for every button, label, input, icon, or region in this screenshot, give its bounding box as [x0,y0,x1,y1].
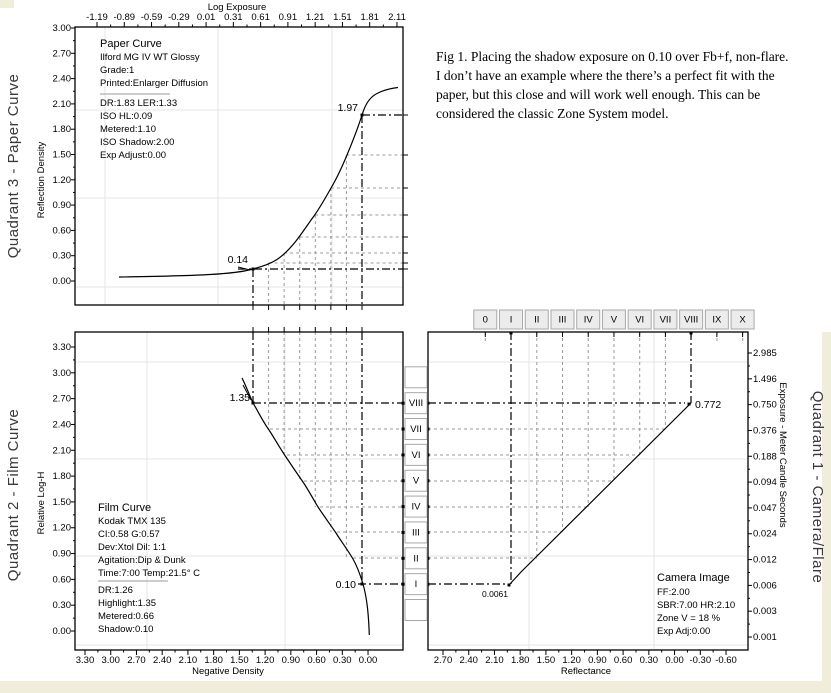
paper-panel-lines2 [100,98,177,161]
film-y-title: Relative Log-H [36,471,47,535]
point-marker [252,268,255,271]
caption-line: I don’t have an example where the there’s a perfect fit with the [436,68,775,83]
paper-panel-title: Paper Curve [100,38,162,50]
point-marker [690,332,693,335]
tick-label: 1.80 [510,655,530,666]
quadrant3-title: Quadrant 3 - Paper Curve [5,73,22,259]
tick-label: 0.90 [588,655,607,666]
zone-label: VIII [684,314,699,326]
tick-label: 0.61 [251,12,270,23]
panel-line: DR:1.26 [98,585,133,596]
tick-label: 0.01 [196,12,216,23]
zone-label: II [534,314,540,326]
zone-label: VI [411,449,421,461]
panel-line: Shadow:0.10 [98,624,154,635]
tick-label: 2.70 [52,48,71,60]
panel-line: Exp Adj:0.00 [657,626,711,637]
paper-y-axis [53,23,76,287]
point-marker [361,583,364,586]
tick-label: 2.11 [388,12,406,23]
point-marker [508,584,511,587]
point-marker [252,402,255,405]
zone-label: 0 [482,314,488,326]
tick-label: 0.60 [307,655,326,666]
tick-label: 2.40 [152,655,172,666]
camera-zone-connectors [428,332,743,584]
point-marker [688,403,691,406]
tick-label: 2.985 [753,348,777,359]
panel-line: FF:2.00 [657,587,690,598]
paper-panel-lines1 [100,52,208,89]
quadrant2-title: Quadrant 2 - Film Curve [5,408,22,582]
tick-label: 1.20 [255,655,275,666]
tick-label: 3.30 [52,342,71,353]
zone-label: III [412,527,420,539]
camera-x-axis [434,650,737,666]
panel-line: ISO Shadow:2.00 [100,137,175,148]
film-highlight-label: 1.35 [229,392,250,404]
tick-label: 2.10 [178,655,198,666]
point-marker [510,332,513,335]
tick-label: 0.024 [753,528,777,540]
zone-label: VI [635,314,645,326]
tick-label: 0.047 [753,502,777,514]
tick-label: -0.89 [113,12,136,23]
tick-label: 1.21 [305,12,325,23]
figure-caption [436,47,831,123]
paper-x-title: Log Exposure [207,2,267,13]
zone-label: VIII [408,398,424,410]
tick-label: 0.006 [753,580,777,592]
film-x-title: Negative Density [192,666,264,677]
tick-label: 1.50 [230,655,249,666]
tick-label: -0.29 [167,12,190,23]
tick-label: 1.496 [753,373,777,385]
zone-label: I [509,314,513,326]
panel-line: Highlight:1.35 [98,598,157,609]
tick-label: 2.40 [52,73,71,85]
tick-label: 3.00 [52,367,71,379]
zone-label: VII [410,424,422,436]
tick-label: 0.00 [358,655,378,666]
panel-line: Exp Adjust:0.00 [100,150,167,161]
camera-panel-lines [657,587,735,637]
camera-highlight-label: 0.772 [695,399,722,411]
zone-label: V [610,314,618,326]
film-x-axis [76,650,378,666]
zone-label: I [414,579,418,591]
point-marker [361,114,364,117]
camera-y-axis [748,348,777,643]
tick-label: 1.50 [52,496,71,508]
panel-line: Ilford MG IV WT Glossy [100,52,200,63]
tick-label: 0.750 [753,399,777,411]
point-marker [402,557,405,560]
zone-label: VII [659,314,672,326]
point-marker [402,531,405,534]
tick-label: 2.40 [459,655,478,666]
tick-label: 1.50 [536,655,556,666]
tick-label: 0.00 [665,655,684,666]
camera-panel-title: Camera Image [657,572,730,584]
tick-label: -0.30 [689,655,712,666]
paper-x-axis [86,12,406,27]
tick-label: 0.60 [52,225,71,237]
tick-label: 0.30 [52,600,71,612]
tick-label: 1.51 [333,12,352,23]
zone-edge-ticks [252,114,743,587]
tick-label: 0.30 [333,655,352,666]
tick-label: -0.59 [140,12,163,23]
tick-label: 0.30 [639,655,659,666]
tick-label: 1.80 [52,471,71,483]
point-marker [402,479,405,482]
panel-line: Printed:Enlarger Diffusion [100,78,209,89]
zone-label: IX [712,314,722,326]
tick-label: 0.60 [613,655,633,666]
panel-line: Agitation:Dip & Dunk [98,555,186,566]
camera-shadow-label: 0.0061 [482,589,508,599]
panel-line: CI:0.58 G:0.57 [98,529,160,540]
paper-highlight-label: 1.97 [337,102,358,114]
caption-line: paper, but this close and will work well enough. This can be [436,87,761,102]
tick-label: 0.001 [753,632,777,644]
point-marker [402,583,405,586]
tick-label: 1.80 [52,124,71,136]
tick-label: -1.19 [86,12,108,23]
panel-line: Dev:Xtol Dil: 1:1 [98,542,167,553]
tick-label: 0.00 [52,626,71,638]
tick-label: 0.30 [52,250,71,262]
zone-label: V [412,475,420,487]
panel-line: ISO HL:0.09 [100,111,153,122]
caption-line: Fig 1. Placing the shadow exposure on 0.10 over Fb+f, non-flare. [436,49,789,64]
tick-label: 1.81 [360,12,379,23]
paper-curve-line [119,88,398,278]
point-marker [402,428,405,431]
tick-label: 3.00 [101,655,120,666]
panel-line: Kodak TMX 135 [98,516,166,527]
panel-line: DR:1.83 LER:1.33 [100,98,178,109]
zone-label: II [413,553,419,565]
zone-label: IV [411,501,421,513]
camera-y-title: Exposure - Meter Candle Seconds [777,382,788,528]
tick-label: 3.30 [75,655,95,666]
tick-label: -0.60 [715,655,737,666]
tick-label: 0.90 [52,548,71,560]
film-panel-title: Film Curve [98,502,152,514]
zone-label: X [739,314,746,326]
tick-label: 2.40 [52,419,71,431]
tick-label: 2.70 [52,393,71,405]
paper-zone-connectors [238,115,403,305]
zone-box [405,367,427,388]
tick-label: 0.376 [753,425,777,437]
paper-y-title: Reflection Density [36,141,47,219]
tick-label: 0.90 [52,200,71,212]
tick-label: 0.012 [753,554,777,566]
panel-line: Metered:1.10 [100,124,156,135]
film-panel-lines1 [98,516,200,579]
tick-label: 2.70 [127,655,146,666]
zone-column [405,367,427,621]
panel-line: Grade:1 [100,65,135,76]
zone-box [405,600,427,621]
quadrant1-title: Quadrant 1 - Camera/Flare [809,390,826,584]
panel-line: Metered:0.66 [98,611,154,622]
point-marker [402,453,405,456]
zone-row [474,310,754,329]
tick-label: 1.80 [204,655,223,666]
tick-label: 0.90 [281,655,301,666]
tick-label: 3.00 [52,23,71,34]
tick-label: 0.00 [52,276,71,287]
tick-label: 0.91 [278,12,298,23]
tick-label: 0.094 [753,477,777,489]
tick-label: 0.60 [52,574,71,586]
tick-label: 1.20 [52,174,71,186]
tick-label: 0.31 [224,12,243,23]
tick-label: 2.70 [433,655,453,666]
camera-x-title: Reflectance [560,666,612,677]
point-marker [402,505,405,508]
paper-shadow-label: 0.14 [227,254,248,266]
panel-line: Zone V = 18 % [657,613,721,624]
tick-label: 1.50 [52,149,71,161]
caption-line: considered the classic Zone System model. [436,106,669,121]
point-marker [402,402,405,405]
tick-label: 1.20 [562,655,581,666]
film-zone-connectors [253,332,403,584]
tick-label: 2.10 [52,445,71,457]
panel-line: SBR:7.00 HR:2.10 [657,600,736,611]
tick-label: 0.003 [753,606,777,618]
tick-label: 2.10 [485,655,504,666]
zone-label: III [558,314,567,326]
tick-label: 1.20 [52,522,71,534]
panel-line: Time:7:00 Temp:21.5° C [98,568,201,579]
tick-label: 2.10 [52,98,71,110]
film-y-axis [53,342,76,637]
zone-label: IV [583,314,593,326]
film-shadow-label: 0.10 [335,579,356,591]
tick-label: 0.188 [753,451,777,463]
